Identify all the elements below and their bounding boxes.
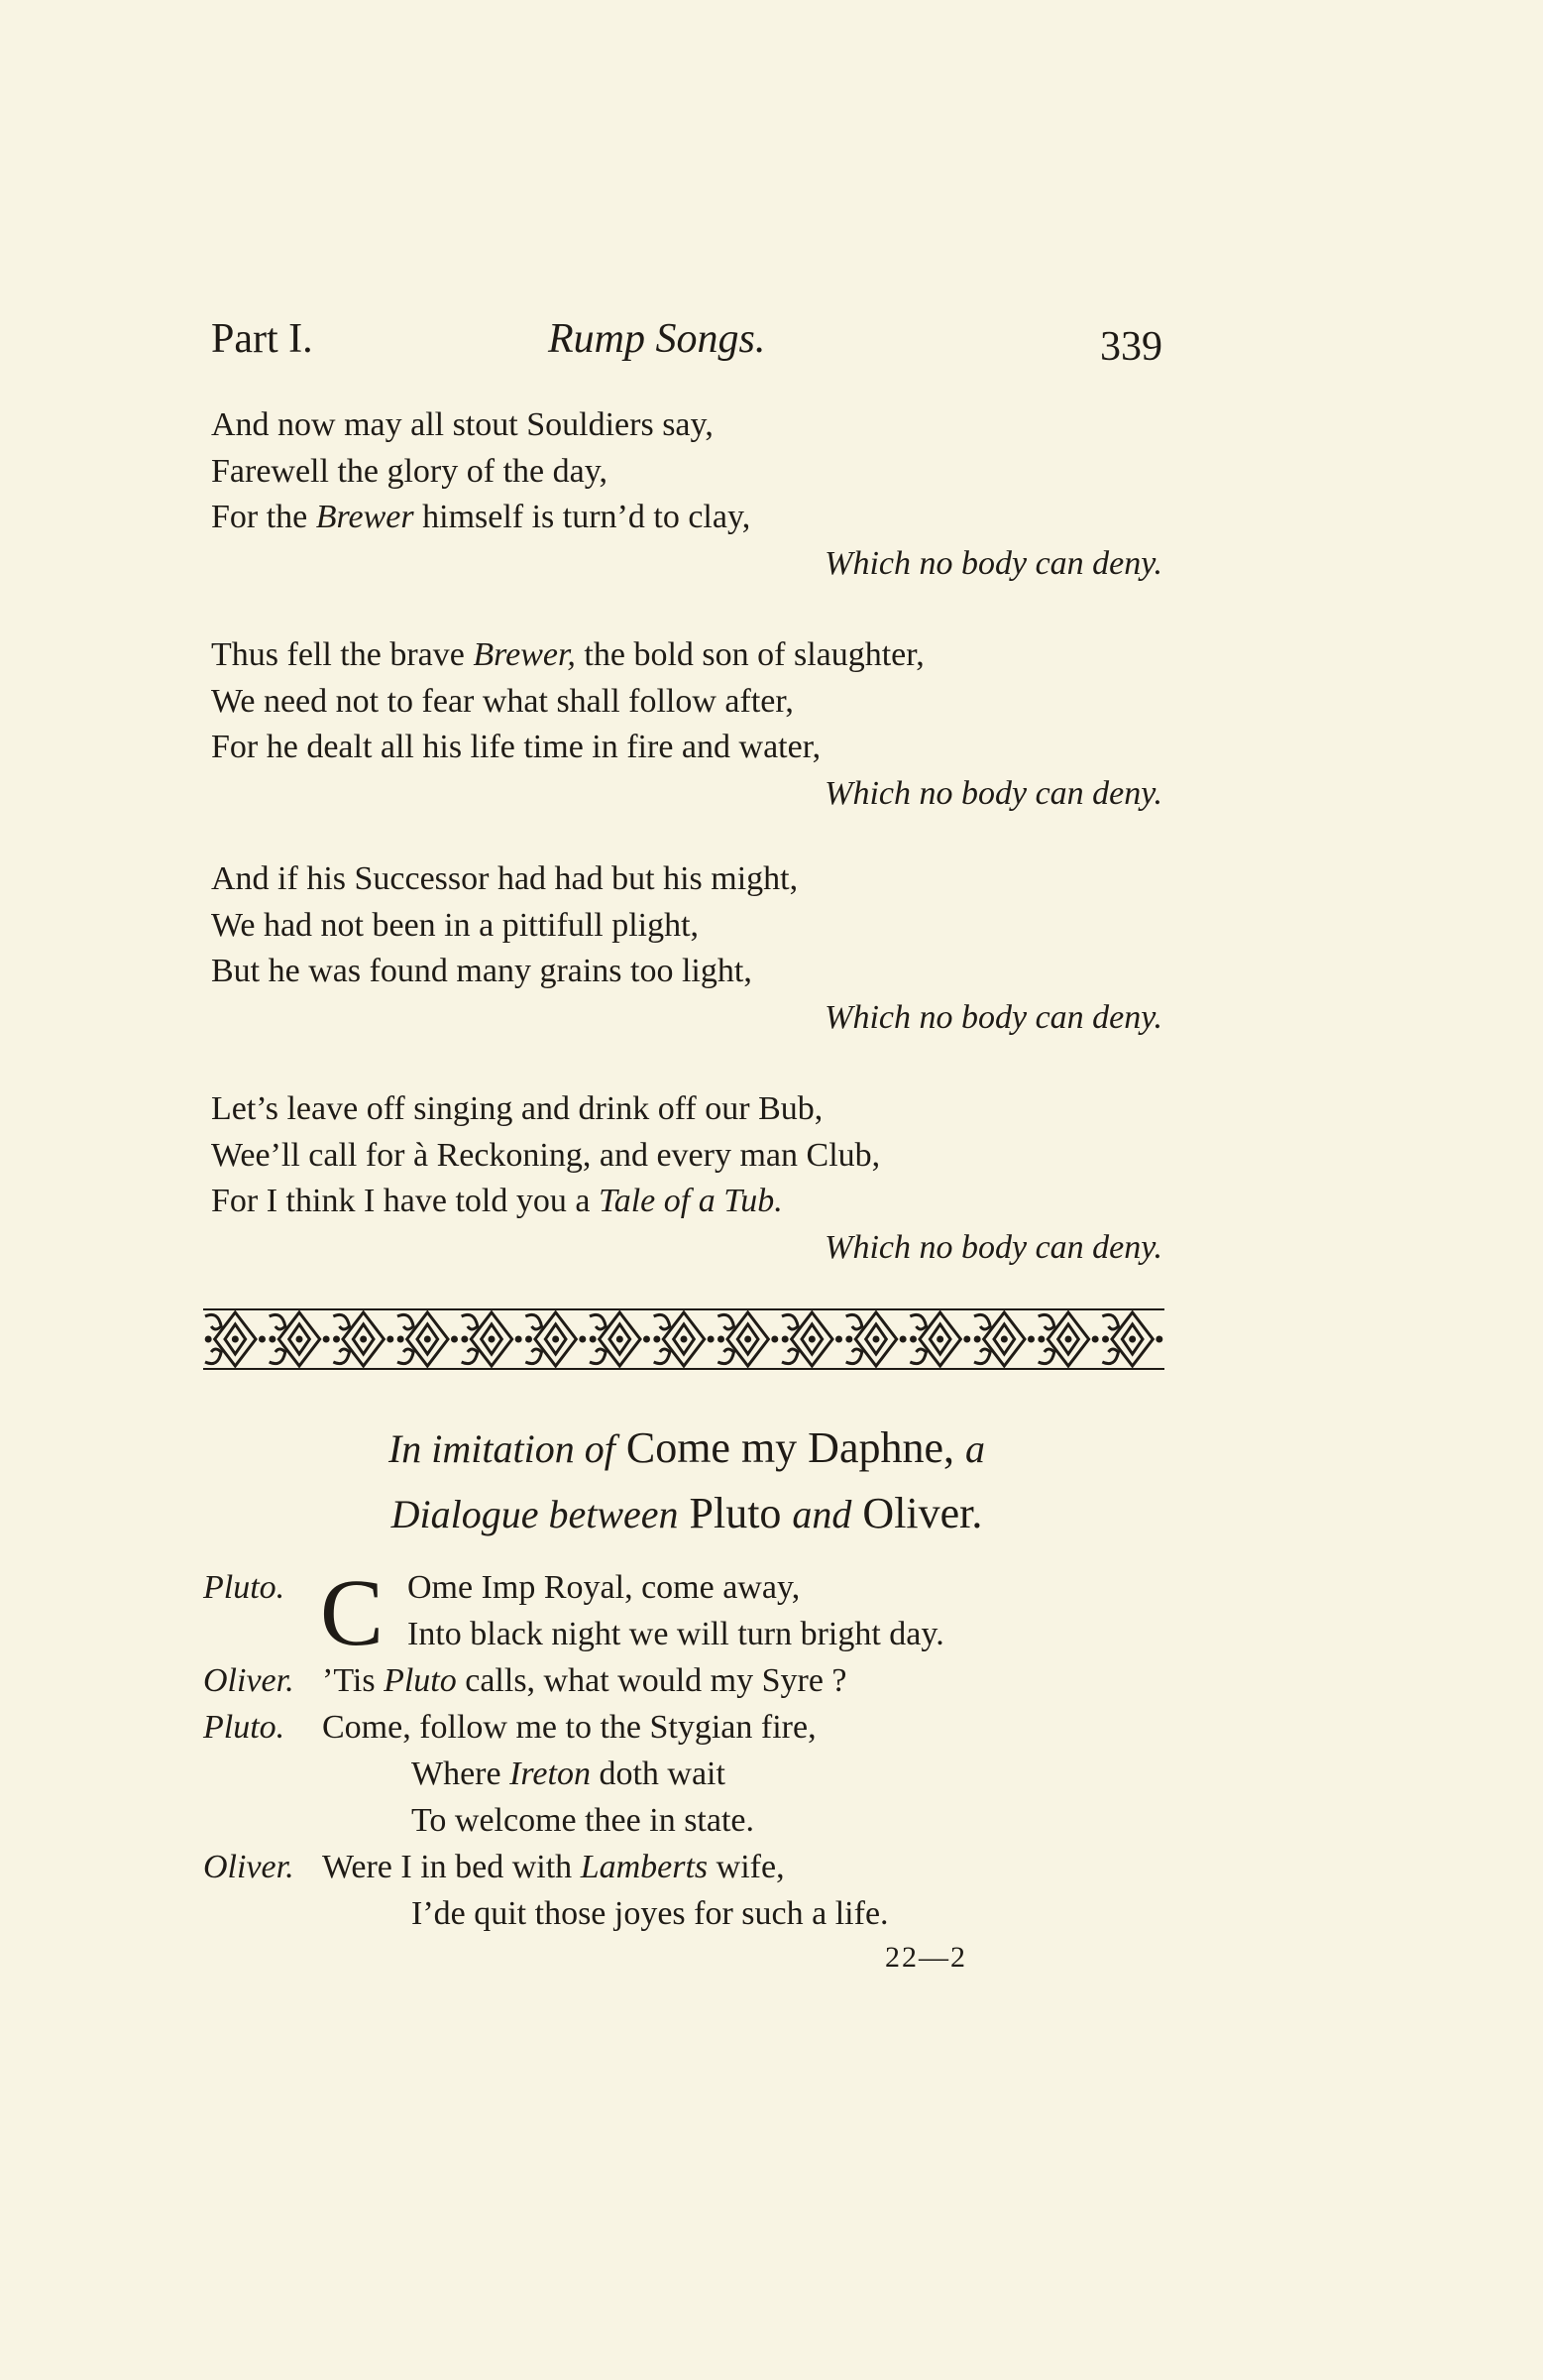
text-run: And if his Successor had had but his might,	[211, 860, 799, 897]
ornament-motif	[782, 1312, 842, 1366]
refrain-line: Which no body can deny.	[825, 998, 1162, 1036]
text-run: Come my Daphne,	[614, 1423, 966, 1472]
verse-line	[211, 856, 1162, 903]
text-run: We need not to fear what shall follow after,	[211, 682, 794, 720]
refrain-line: Which no body can deny.	[825, 774, 1162, 812]
dialogue-text	[322, 1844, 785, 1890]
dialogue-text	[322, 1704, 817, 1751]
drop-cap: C	[320, 1559, 385, 1665]
part-label: Part I.	[211, 316, 313, 362]
speaker-label: Pluto.	[203, 1569, 285, 1606]
text-run: And now may all stout Souldiers say,	[211, 406, 714, 443]
ornament-motif	[653, 1312, 714, 1366]
verse-line	[211, 1086, 1162, 1133]
text-run: But he was found many grains too light,	[211, 953, 752, 989]
dialogue-text	[407, 1611, 944, 1657]
ornament-motif	[397, 1312, 458, 1366]
dialogue-line	[203, 1611, 1155, 1657]
text-run: wife,	[708, 1849, 785, 1885]
italic-run: and	[792, 1492, 852, 1536]
text-run: Farewell the glory of the day,	[211, 452, 607, 490]
ornament-motif	[717, 1312, 778, 1366]
dialogue-line	[203, 1844, 1155, 1890]
italic-run: Pluto	[384, 1662, 457, 1699]
dialogue-line	[203, 1657, 1155, 1704]
text-run: Let’s leave off singing and drink off our Bub,	[211, 1090, 824, 1127]
dialogue-line	[203, 1797, 1155, 1844]
text-run: I’de quit those joyes for such a life.	[411, 1895, 889, 1932]
speaker-label: Pluto.	[203, 1709, 285, 1746]
dialogue-text	[407, 1564, 800, 1611]
italic-run: Dialogue between	[390, 1492, 679, 1536]
verse-line	[211, 679, 1162, 726]
refrain-line: Which no body can deny.	[825, 1228, 1162, 1266]
italic-run: In imitation of	[387, 1426, 615, 1471]
dialogue-text	[411, 1751, 725, 1797]
text-run: Pluto	[678, 1489, 793, 1537]
poem-title-line-1	[211, 1416, 1162, 1481]
ornament-motif	[910, 1312, 970, 1366]
italic-run: Brewer,	[473, 636, 576, 673]
ornament-motif	[974, 1312, 1035, 1366]
text-run: himself is turn’d to clay,	[413, 499, 751, 535]
dialogue-line	[203, 1704, 1155, 1751]
dialogue-text	[411, 1797, 754, 1844]
ornament-motif	[1038, 1312, 1098, 1366]
italic-run: Ireton	[509, 1756, 591, 1792]
text-run: Wee’ll call for à Reckoning, and every man Club,	[211, 1136, 881, 1174]
dialogue-line	[203, 1751, 1155, 1797]
running-title: Rump Songs.	[548, 316, 766, 362]
verse-line	[211, 402, 1162, 449]
text-run: doth wait	[590, 1756, 725, 1792]
text-run: Where	[411, 1756, 510, 1792]
verse-line	[211, 449, 1162, 496]
text-run: the bold son of slaughter,	[575, 636, 925, 673]
signature-mark: 22—2	[885, 1941, 967, 1974]
dialogue-line	[203, 1890, 1155, 1937]
dialogue	[203, 1559, 1155, 1937]
verse-line	[211, 632, 1162, 679]
stanza-3	[211, 856, 1162, 1041]
running-header	[211, 315, 1162, 375]
stanza-2	[211, 632, 1162, 817]
text-run: Come, follow me to the Stygian fire,	[322, 1709, 817, 1746]
text-run: We had not been in a pittifull plight,	[211, 906, 700, 944]
ornament-divider	[203, 1306, 1164, 1372]
text-run: calls, what would my Syre ?	[456, 1662, 847, 1699]
italic-run: Lamberts	[580, 1849, 709, 1885]
italic-run: Brewer	[315, 499, 414, 535]
text-run: Were I in bed with	[322, 1849, 581, 1885]
text-run: ’Tis	[322, 1662, 385, 1699]
stanza-4	[211, 1086, 1162, 1271]
italic-run: a	[965, 1426, 986, 1471]
ornament-motif	[845, 1312, 906, 1366]
ornament-motif	[269, 1312, 329, 1366]
text-run: For I think I have told you a	[211, 1183, 599, 1219]
ornament-motif	[461, 1312, 521, 1366]
text-run: Ome Imp Royal, come away,	[407, 1569, 801, 1606]
ornament-motif	[525, 1312, 586, 1366]
dialogue-text	[322, 1657, 847, 1704]
text-run: For he dealt all his life time in fire and water,	[211, 729, 822, 765]
text-run: To welcome thee in state.	[411, 1802, 754, 1839]
verse-line	[211, 725, 1162, 771]
text-run: Oliver.	[851, 1489, 983, 1537]
text-run: Thus fell the brave	[211, 636, 474, 673]
text-run: Into black night we will turn bright day.	[407, 1616, 944, 1652]
poem-title-line-2	[211, 1481, 1162, 1546]
italic-run: Tale of a Tub.	[598, 1183, 783, 1219]
text-run: For the	[211, 499, 316, 535]
verse-line	[211, 1133, 1162, 1180]
ornament-motif	[205, 1312, 266, 1366]
dialogue-text	[411, 1890, 889, 1937]
ornament-motif	[1102, 1312, 1162, 1366]
verse-line	[211, 495, 1162, 541]
speaker-label: Oliver.	[203, 1849, 294, 1885]
speaker-label: Oliver.	[203, 1662, 294, 1699]
verse-line	[211, 903, 1162, 950]
stanza-1	[211, 402, 1162, 587]
refrain-line: Which no body can deny.	[825, 544, 1162, 582]
verse-line	[211, 949, 1162, 995]
verse-line	[211, 1179, 1162, 1225]
page-number: 339	[1100, 324, 1162, 370]
ornament-motif	[590, 1312, 650, 1366]
ornament-motif	[333, 1312, 393, 1366]
